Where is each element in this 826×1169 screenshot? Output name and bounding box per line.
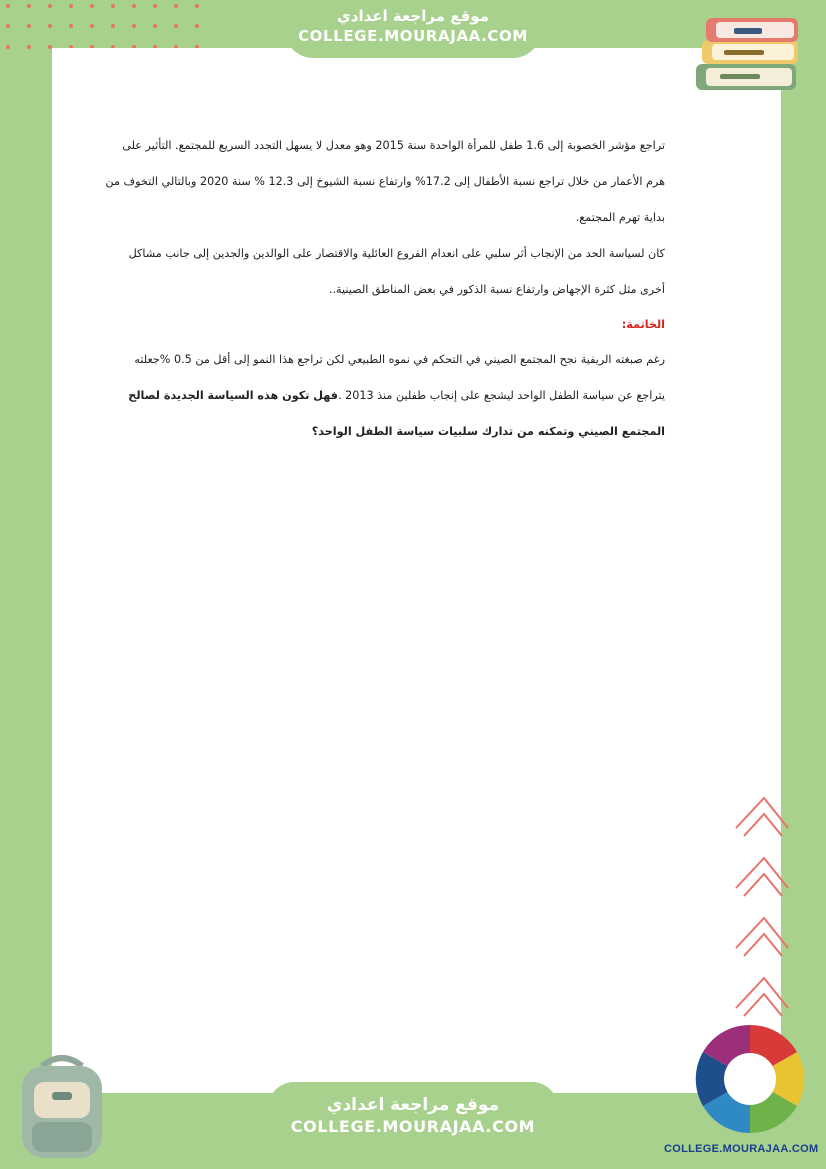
subjects-wheel-logo [694, 1023, 814, 1141]
footer-banner [268, 1082, 558, 1148]
backpack-illustration [12, 1052, 112, 1162]
text-line: بداية تهرم المجتمع. [575, 211, 665, 224]
header-banner [285, 0, 541, 58]
paragraph-fertility [105, 128, 665, 236]
text-normal: يتراجع عن سياسة الطفل الواحد ليشجع على إنجاب طفلين منذ 2013 . [338, 389, 665, 402]
footer-site-url: COLLEGE.MOURAJAA.COM [290, 1117, 536, 1136]
text-bold: فهل تكون هذه السياسة الجديدة لصالح [128, 389, 339, 402]
header-site-url: COLLEGE.MOURAJAA.COM [298, 27, 528, 45]
paragraph-policy-effects [125, 236, 665, 308]
text-line-bold: المجتمع الصيني وتمكنه من تدارك سلبيات سياسة الطفل الواحد؟ [311, 425, 665, 438]
text-line: أخرى مثل كثرة الإجهاض وارتفاع نسبة الذكور في بعض المناطق الصينية.. [328, 283, 665, 296]
text-line: رغم صبغته الريفية نجح المجتمع الصيني في التحكم في نموه الطبيعي لكن تراجع هذا النمو إلى أقل من 0.5 %جعلته [134, 353, 665, 366]
text-line [125, 378, 665, 414]
footer-logo-text: COLLEGE.MOURAJAA.COM [664, 1143, 819, 1155]
chevron-decoration-icon [732, 790, 792, 1040]
text-line: هرم الأعمار من خلال تراجع نسبة الأطفال إلى 17.2% وارتفاع نسبة الشيوخ إلى 12.3 % سنة 2020 وبالتالي التخوف من [105, 175, 665, 188]
paragraph-conclusion [125, 342, 665, 450]
header-arabic-title: موقع مراجعة اعدادي [337, 7, 489, 25]
text-line: كان لسياسة الحد من الإنجاب أثر سلبي على انعدام الفروع العائلية والاقتصار على الوالدين والجدين إلى جانب مشاكل [128, 247, 665, 260]
text-line: تراجع مؤشر الخصوبة إلى 1.6 طفل للمرأة الواحدة سنة 2015 وهو معدل لا يسهل التجدد السريع للمجتمع. التأثير على [122, 139, 665, 152]
document-body [105, 128, 665, 450]
conclusion-heading: الخاتمة: [621, 318, 665, 331]
books-illustration [690, 6, 810, 98]
footer-arabic-title: موقع مراجعة اعدادي [326, 1095, 500, 1115]
